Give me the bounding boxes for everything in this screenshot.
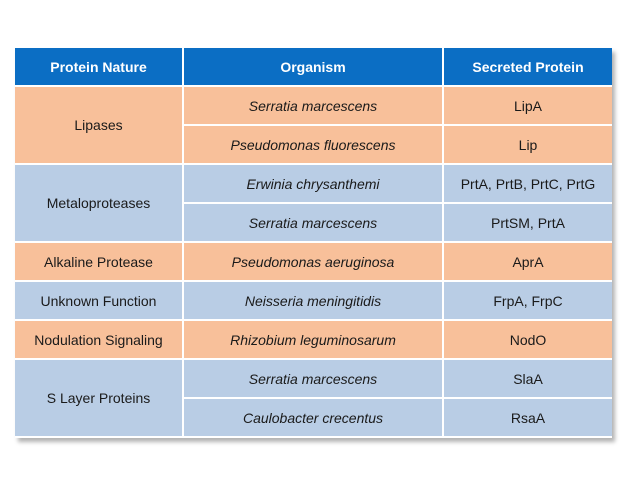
- secreted-protein-cell: Lip: [443, 125, 612, 164]
- secreted-protein-cell: AprA: [443, 242, 612, 281]
- secreted-protein-cell: PrtSM, PrtA: [443, 203, 612, 242]
- organism-cell: Rhizobium leguminosarum: [183, 320, 443, 359]
- organism-cell: Erwinia chrysanthemi: [183, 164, 443, 203]
- organism-cell: Serratia marcescens: [183, 203, 443, 242]
- secreted-protein-cell: PrtA, PrtB, PrtC, PrtG: [443, 164, 612, 203]
- protein-nature-cell: Unknown Function: [15, 281, 183, 320]
- secreted-protein-cell: LipA: [443, 86, 612, 125]
- table-row: [15, 359, 612, 398]
- organism-cell: Serratia marcescens: [183, 359, 443, 398]
- secreted-protein-cell: NodO: [443, 320, 612, 359]
- table-row: [15, 281, 612, 320]
- organism-cell: Serratia marcescens: [183, 86, 443, 125]
- organism-cell: Caulobacter crecentus: [183, 398, 443, 437]
- secreted-protein-cell: SlaA: [443, 359, 612, 398]
- organism-cell: Neisseria meningitidis: [183, 281, 443, 320]
- table-row: [15, 242, 612, 281]
- organism-cell: Pseudomonas fluorescens: [183, 125, 443, 164]
- table-row: [15, 86, 612, 125]
- table-row: [15, 164, 612, 203]
- protein-nature-cell: Alkaline Protease: [15, 242, 183, 281]
- protein-nature-cell: Metaloproteases: [15, 164, 183, 242]
- secreted-protein-cell: RsaA: [443, 398, 612, 437]
- secreted-protein-table-container: [15, 48, 612, 438]
- protein-nature-cell: S Layer Proteins: [15, 359, 183, 437]
- secreted-protein-table: [15, 48, 612, 438]
- protein-nature-cell: Nodulation Signaling: [15, 320, 183, 359]
- table-row: [15, 320, 612, 359]
- protein-nature-cell: Lipases: [15, 86, 183, 164]
- table-header-row: [15, 48, 612, 86]
- header-organism: Organism: [183, 48, 443, 86]
- header-protein-nature: Protein Nature: [15, 48, 183, 86]
- secreted-protein-cell: FrpA, FrpC: [443, 281, 612, 320]
- header-secreted-protein: Secreted Protein: [443, 48, 612, 86]
- organism-cell: Pseudomonas aeruginosa: [183, 242, 443, 281]
